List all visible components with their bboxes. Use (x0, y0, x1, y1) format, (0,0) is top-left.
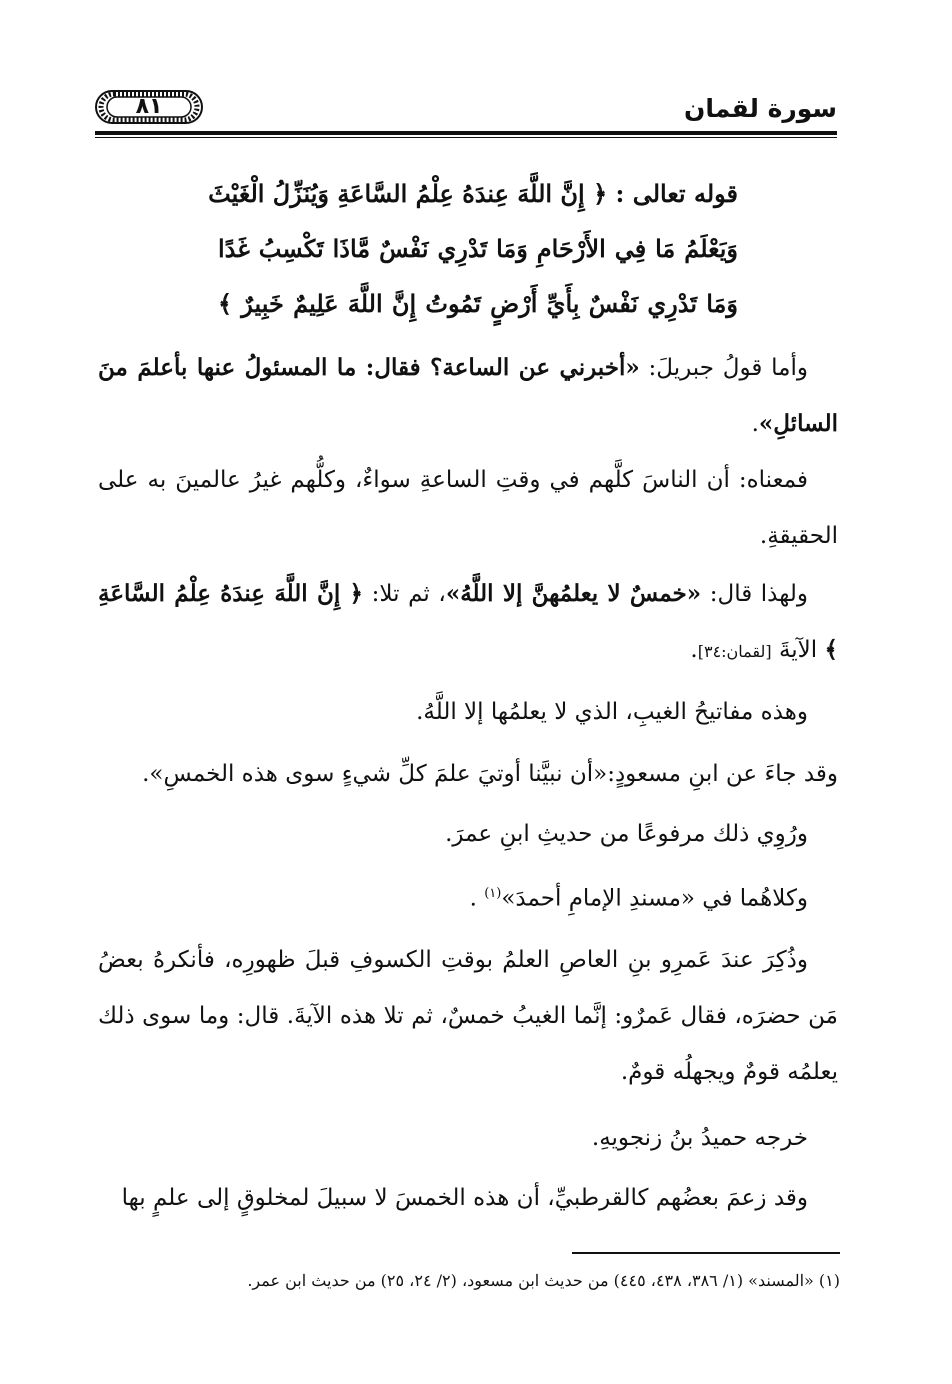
footnote-marker[interactable]: (١) (484, 886, 502, 901)
verse-quote: ﴿ إِنَّ اللَّهَ عِندَهُ عِلْمُ السَّاعَةِ ﴾ (98, 580, 838, 663)
paragraph-text: وقد زعمَ بعضُهم كالقرطبيِّ، أن هذه الخمسَ لا سبيلَ لمخلوقٍ إلى علمٍ بها (121, 1185, 808, 1211)
paragraph-text: فمعناه: أن الناسَ كلَّهم في وقتِ الساعةِ سواءٌ، وكلُّهم غيرُ عالمينَ به على الحقيقةِ. (98, 467, 838, 549)
paragraph-ibn-masud (98, 746, 838, 802)
paragraph-hamid (98, 1110, 838, 1166)
paragraph-text: وكلاهُما في «مسندِ الإمامِ أحمدَ» (501, 885, 808, 912)
footnote-rule (572, 1252, 840, 1254)
paragraph-musnad: وكلاهُما في «مسندِ الإمامِ أحمدَ»$^{(١)}$ . (469, 885, 808, 912)
hadith-quote: «أخبرني عن الساعة؟ فقال: ما المسئولُ عنها بأعلمَ منَ السائلِ» (98, 354, 838, 437)
paragraph-text: وذُكِرَ عندَ عَمرِو بنِ العاصِ العلمُ بوقتِ الكسوفِ قبلَ ظهورِه، فأنكرهُ بعضُ مَن حضرَه، فقال عَمرٌو: إنَّما الغيبُ خمسٌ، ثم تلا هذه الآيةَ. قال: وما سوى ذلك يعلمُه قومٌ ويجهلُه قومٌ. (98, 947, 838, 1085)
paragraph-qurtubi (98, 1170, 838, 1226)
page-number-badge (95, 88, 203, 126)
paragraph-text: خرجه حميدُ بنُ زنجويهِ. (591, 1125, 808, 1151)
header-rule-thin (95, 137, 837, 138)
paragraph-text: وقد جاءَ عن ابنِ مسعودٍ:«أن نبيَّنا أوتيَ علمَ كلِّ شيءٍ سوى هذه الخمسِ». (142, 761, 838, 787)
paragraph-intro: وأما قولُ جبريلَ: (639, 355, 808, 381)
verse-line: وَيَعْلَمُ مَا فِي الأَرْحَامِ وَمَا تَدْرِي نَفْسٌ مَّاذَا تَكْسِبُ غَدًا (218, 234, 738, 263)
hadith-quote: «خمسٌ لا يعلمُهنَّ إلا اللَّهُ» (445, 580, 702, 607)
paragraph-amr (98, 932, 838, 1100)
header-rule (95, 131, 837, 135)
surah-title: سورة لقمان (684, 94, 837, 123)
verse-line: وَمَا تَدْرِي نَفْسٌ بِأَيِّ أَرْضٍ تَمُوتُ إِنَّ اللَّهَ عَلِيمٌ خَبِيرٌ ﴾ (218, 289, 738, 318)
page-number: ٨١ (135, 94, 163, 119)
paragraph-text: ورُوِي ذلك مرفوعًا من حديثِ ابنِ عمرَ. (445, 821, 808, 847)
paragraph-ibn-umar (98, 806, 838, 862)
paragraph-meaning (98, 452, 838, 564)
paragraph-keys (98, 684, 838, 740)
paragraph-text: وهذه مفاتيحُ الغيبِ، الذي لا يعلمُها إلا اللَّهُ. (416, 699, 808, 725)
quran-verse (208, 166, 738, 331)
paragraph-five: ولهذا قال: «خمسٌ لا يعلمُهنَّ إلا اللَّهُ»، ثم تلا: ﴿ إِنَّ اللَّهَ عِندَهُ عِلْمُ السَّاعَةِ ﴾ الآيةَ [لقمان:٣٤]. (98, 580, 838, 663)
verse-reference: [لقمان:٣٤] (697, 642, 772, 661)
verse-line: قوله تعالى : ﴿ إِنَّ اللَّهَ عِندَهُ عِلْمُ السَّاعَةِ وَيُنَزِّلُ الْغَيْثَ (208, 179, 738, 208)
page-header (95, 84, 837, 132)
footnote: (١) «المسند» (١/ ٣٨٦، ٤٣٨، ٤٤٥) من حديث ابن مسعود، (٢/ ٢٤، ٢٥) من حديث ابن عمر. (247, 1271, 840, 1290)
paragraph-jibril: وأما قولُ جبريلَ: «أخبرني عن الساعة؟ فقال: ما المسئولُ عنها بأعلمَ منَ السائلِ». (98, 354, 838, 437)
